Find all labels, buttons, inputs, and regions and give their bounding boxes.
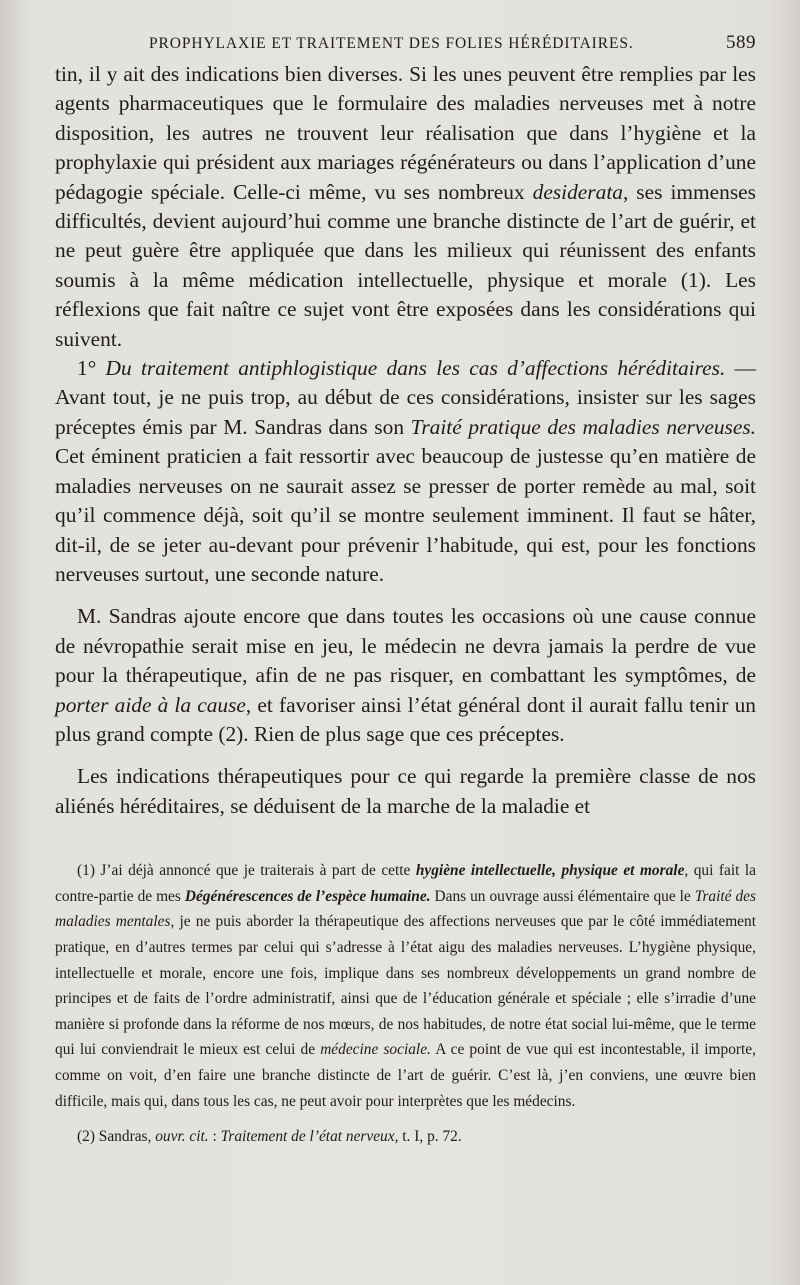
paragraph-3-emphasis: porter aide à la cause <box>55 692 246 717</box>
cited-work-title: Traité pratique des maladies nerveuses. <box>410 414 757 439</box>
footnote-2-text-b: : <box>208 1128 221 1146</box>
paragraph-3 <box>55 602 756 749</box>
footnote-1-text-a: (1) J’ai déjà annoncé que je traiterais à part de cette <box>77 862 416 880</box>
footnote-1-text-b: , qui fait la contre-partie de mes <box>55 862 756 905</box>
section-heading: Du traitement antiphlogistique dans les cas d’affections héréditaires. <box>105 356 726 381</box>
footnote-2-text-a: (2) Sandras, <box>77 1128 156 1146</box>
footnote-1-emphasis-4: médecine sociale. <box>320 1041 431 1059</box>
paragraph-2-part-a: — Avant tout, je ne puis trop, au début de ces considérations, insister sur les sages préceptes émis par M. Sandras dans son <box>55 356 756 439</box>
paragraph-1-part-a: tin, il y ait des indications bien diverses. Si les unes peuvent être remplies par les agents pharmaceutiques que le formulaire des maladies nerveuses met à notre disposition, les autres ne trouvent leur réalisation que dans l’hygiène et la prophylaxie qui président aux mariages régénérateurs ou dans l’application d’une pédagogie spéciale. Celle-ci même, vu ses nombreux <box>55 62 756 204</box>
paragraph-1-part-b: , ses immenses difficultés, devient aujourd’hui comme une branche distincte de l’art de guérir, et ne peut guère être appliquée que dans les milieux qui réunissent des enfants soumis à la même médication intellectuelle, physique et morale (1). Les réflexions que fait naître ce sujet vont être exposées dans les considérations qui suivent. <box>55 179 756 351</box>
running-title: PROPHYLAXIE ET TRAITEMENT DES FOLIES HÉRÉDITAIRES. <box>149 35 634 52</box>
footnote-1-text-c: Dans un ouvrage aussi élémentaire que le <box>430 887 695 905</box>
footnote-1-emphasis-1: hygiène intellectuelle, physique et morale <box>415 862 685 880</box>
paragraph-3-part-b: , et favoriser ainsi l’état général dont il aurait fallu tenir un plus grand compte (2). Rien de plus sage que ces préceptes. <box>55 692 756 746</box>
footnote-1-emphasis-3: Traité des maladies mentales <box>55 887 756 931</box>
paragraph-4: Les indications thérapeutiques pour ce qui regarde la première classe de nos aliénés héréditaires, se déduisent de la marche de la maladie et <box>55 764 756 818</box>
footnote-2 <box>55 1124 756 1150</box>
footnotes <box>55 858 756 1150</box>
section-number: 1° <box>77 356 106 381</box>
footnote-1-text-e: A ce point de vue qui est incontestable, il importe, comme on voit, d’en faire une branche distincte de l’art de guérir. C’est là, j’en conviens, une œuvre bien difficile, mais qui, dans tous les cas, ne peut avoir pour interprètes que les médecins. <box>55 1041 756 1110</box>
paragraph-1-emphasis: desiderata <box>532 179 623 204</box>
body-text <box>55 60 756 821</box>
footnote-1 <box>55 858 756 1114</box>
paragraph-2-part-b: Cet éminent praticien a fait ressortir avec beaucoup de justesse qu’en matière de maladies nerveuses on ne saurait assez se presser de porter remède au mal, soit qu’il commence déjà, soit qu’il se montre seulement imminent. Il faut se hâter, dit-il, de se jeter au-devant pour prévenir l’habitude, qui est, pour les fonctions nerveuses surtout, une seconde nature. <box>55 444 756 586</box>
paragraph-2 <box>55 354 756 589</box>
paragraph-3-part-a: M. Sandras ajoute encore que dans toutes les occasions où une cause connue de névropathie serait mise en jeu, le médecin ne devra jamais la perdre de vue pour la thérapeutique, afin de ne pas risquer, en combattant les symptômes, de <box>55 604 756 688</box>
paragraph-1 <box>55 60 756 354</box>
page-header <box>55 32 756 60</box>
footnote-1-text-d: , je ne puis aborder la thérapeutique des affections nerveuses que par le côté immédiatement pratique, en d’autres termes par celui qui s’adresse à l’état aigu des maladies nerveuses. L’hygiène physique, intellectuelle et morale, encore une fois, implique dans ses nombreux développements un grand nombre de principes et de faits de l’ordre administratif, ainsi que de l’éducation générale et spéciale ; elle s’irradie d’une manière si profonde dans la réforme de nos mœurs, de nos habitudes, de notre état social lui-même, que le terme qui lui conviendrait le mieux est celui de <box>55 913 756 1059</box>
footnote-2-text-c: t. I, p. 72. <box>398 1128 462 1146</box>
page-number: 589 <box>726 32 756 53</box>
footnote-1-emphasis-2: Dégénérescences de l’espèce humaine. <box>184 887 431 905</box>
footnote-2-emphasis-1: ouvr. cit. <box>155 1128 209 1146</box>
footnote-2-emphasis-2: Traitement de l’état nerveux, <box>220 1128 399 1146</box>
